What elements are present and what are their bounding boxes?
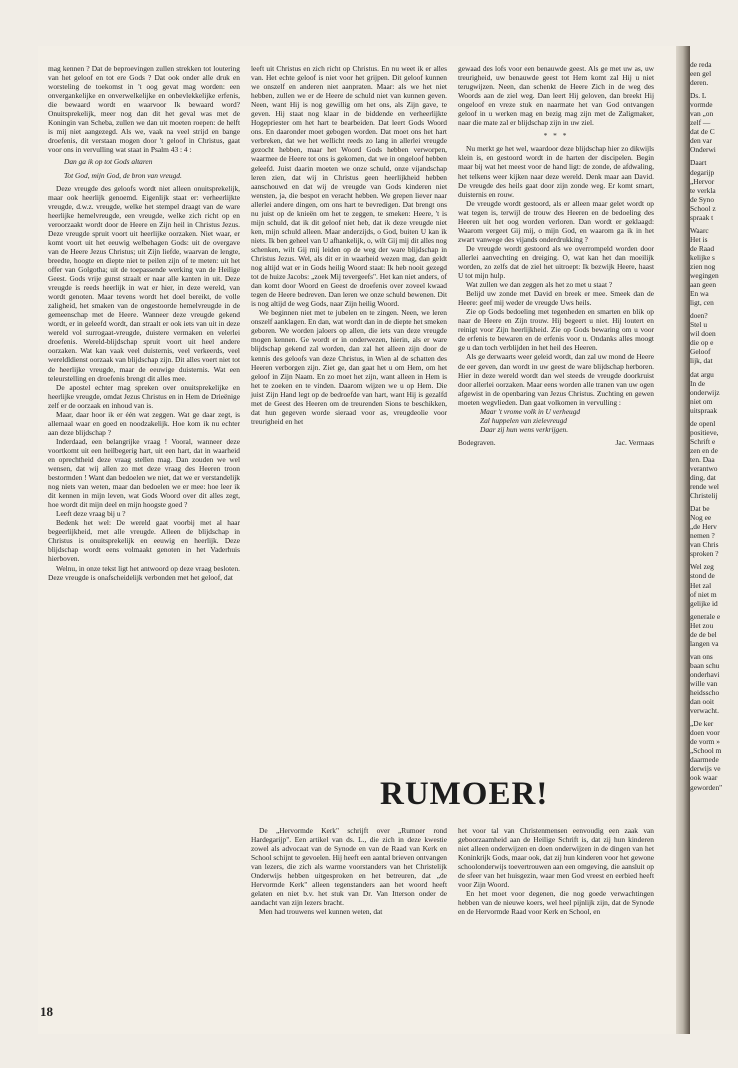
document-page [38, 46, 678, 1034]
next-page-line: Dat be [690, 504, 710, 514]
paragraph: gewaad des lofs voor een benauwde geest. Als ge met uw as, uw treurigheid, uw benauwde geest tot Hem komt zal Hij u niet terugwijzen. Neen, dan schenkt de Heere Zich in de weg des Woords aan de ziel weg. Dan leert Hij geloven, dan breekt Hij ongeloof en vreze stuk en naarmate het van God ontvangen geloof in u werken mag en bezig mag zijn met de Zaligmaker, naar die mate zal er blijdschap zijn in uw ziel. [458, 64, 654, 128]
next-page-line: rende wel [690, 482, 719, 492]
next-page-line: degarijp [690, 167, 715, 177]
next-page-line: baan schu [690, 660, 720, 670]
next-page-line: „Hervor [690, 176, 715, 186]
next-page-line: te verkla [690, 185, 716, 195]
next-page-line: die op e [690, 338, 714, 348]
next-page-line: onderhavi [690, 669, 720, 679]
paragraph: Welnu, in onze tekst ligt het antwoord op deze vraag besloten. Deze vreugde is onafscheidelijk verbonden met het geloof, dat [48, 563, 240, 582]
page-number: 18 [40, 1004, 53, 1019]
next-page-line: Wel zeg [690, 562, 714, 572]
next-page-line: wil doen [690, 329, 716, 339]
next-page-line: lijk, dat [690, 356, 713, 366]
next-page-line: verwacht. [690, 706, 719, 716]
next-page-line: „De ker [690, 719, 714, 729]
next-page-line: Christelij [690, 491, 718, 501]
next-page-line: Het is [690, 234, 708, 244]
next-page-line: de reda [690, 60, 712, 69]
paragraph: De „Hervormde Kerk" schrijft over „Rumoer rond Hardegarijp". Een artikel van ds. L., die zich in deze kwestie zowel als advocaat van de Synode en van de Raad van Kerk en School schijnt te gevoelen. Hij heeft een aantal brieven ontvangen van lezers, die zich als warme voorstanders van het Christelijk Onderwijs hebben uitgesproken en het betreuren, dat „de Hervormde Kerk" alleen tegenstanders aan het woord heeft gelaten en niet b.v. het stuk van Dr. Van Itterson onder de aandacht van zijn lezers bracht. [251, 826, 447, 908]
text-column-2 [251, 64, 447, 426]
paragraph: Bedenk het wel: De wereld gaat voorbij met al haar begeerlijkheid, met alle vreugde. Alleen de blijdschap in Christus is onuitsprekelijk en eeuwig en heerlijk. Deze blijdschap wordt eens volmaakt genoten in het Vaderhuis hierboven. [48, 518, 240, 564]
next-page-line: de vorm » [690, 737, 720, 747]
next-page-line: verantwo [690, 463, 718, 473]
next-page-line: geworden" [690, 782, 723, 792]
signature-line [458, 438, 654, 447]
next-page-line: generale e [690, 611, 721, 621]
next-page-line: stond de [690, 571, 715, 581]
next-page-line: „School m [690, 746, 722, 756]
next-page-line: Onderwi [690, 145, 716, 155]
next-page-line: wegingen [690, 271, 719, 281]
next-page-line: spraak t [690, 212, 714, 222]
next-page-line: Het zou [690, 620, 714, 630]
paragraph: Inderdaad, een belangrijke vraag ! Vooral, wanneer deze voortkomt uit een heilbegerig hart, uit een hart, dat in waarheid en oprechtheid deze vraag stellen mag. Dan zouden we wel wensen, dat wij allen zo met deze vraag des Heeren troon bestormden ! Want dan bedoelen we niet, dat we er verstandelijk nog niets van weten, maar dan bedoelen we er mee: hoe leer ik dit kennen in mijn leven, wat Gods Woord over dit alles zegt, hoe wordt dit mijn deel en mijn hoogste goed ? [48, 436, 240, 510]
paragraph: Deze vreugde des geloofs wordt niet alleen onuitsprekelijk, maar ook heerlijk genoemd. Eigenlijk staat er: verheerlijkte vreugde, d.w.z. vreugde, welke het stempel draagt van de ware heerlijke hemelvreugde, een vreugde, welke zich richt op en veroorzaakt wordt door de Heere en Zijn heil in Christus Jezus. Deze vreugde spruit voort uit heerlijke oorzaken. Niet waar, er komt voort uit het eeuwig welbehagen Gods: uit de overgave van de Heere Jezus Christus; uit Zijn liefde, waarvan de lengte, breedte, hoogte en diepte niet te peilen zijn of te meten: uit het offer van Golgotha; uit de toepassende werking van de Heilige Geest. Gods vrije gunst straalt er naar alle kanten in uit. Deze vreugde is reeds heerlijk in wat er hier, in deze wereld, van wordt genoten. Maar tevens wordt het doel bereikt, de volle zaligheid, het smaken van de ongestoorde hemelvreugde in de gemeenschap met de Heere. Wanneer deze vreugde gekend wordt, er in geleefd wordt, dan straalt er ook iets van uit in deze wereld vol surrogaat-vreugde, duistere vermaken en velerlei droefenis. Wereld-blijdschap spruit voort uit heel andere oorzaken. Wat kan vaak veel duisternis, veel verkeerds, veel wereldldienst oorzaak van blijdschap zijn. Dit alles voert niet tot de heerlijke vreugde, maar de eeuwige duisternis. Wat een teleurstelling en droefenis brengt dit alles mee. [48, 183, 240, 383]
psalm-quote-line: Tot God, mijn God, de bron van vreugd. [64, 170, 182, 180]
text-column-1 [48, 64, 240, 582]
next-page-line: gelijke id [690, 598, 718, 608]
next-page-line: ook waar [690, 773, 718, 783]
rumoer-column-left [251, 826, 447, 916]
next-page-line: „de Herv [690, 522, 717, 532]
next-page-line: doen voor [690, 728, 720, 738]
next-page-fragment [690, 60, 738, 1030]
next-page-line: de Syno [690, 194, 715, 204]
next-page-line: wille van [690, 679, 718, 688]
next-page-line: dat argu [690, 369, 714, 379]
paragraph: Maar, daar hoor ik er één wat zeggen. Wat ge daar zegt, is allemaal waar en goed en noodzakelijk. Hoe kom ik nu echter aan deze blijdschap ? [48, 409, 240, 437]
paragraph: Als ge derwaarts weer geleid wordt, dan zal uw mond de Heere de eer geven, dan wordt in uw geest de ware blijdschap herboren. Hier in deze wereld wordt dan wel steeds de vreugde doorkruist door allerlei oorzaken. Maar eens worden alle tranen van uw ogen afgewist in de openbaring van Jezus Christus. Zuchting en gewen moeten wegvlieden. Dan gaat volkomen in vervulling : [458, 352, 654, 407]
section-heading: RUMOER! [380, 776, 549, 812]
next-page-line: En wa [690, 289, 709, 299]
paragraph: We beginnen niet met te jubelen en te zingen. Neen, we leren onszelf aanklagen. En dan, wat wordt dan in de diepte het smeken geboren. We worden jaloers op allen, die iets van deze vreugde mogen kennen. Ge wordt er in onderwezen, hierin, als er ware blijdschap gekend zal worden, dan zal het alleen zijn door de kennis des geloofs van deze Christus, in Wien al de schatten des Heeren verborgen zijn. Ziet ge, dan gaat het u om Hem, om het geloof in Zijn Naam. En zo moet het zijn, want alleen in Hem is het te zoeken en te vinden. Daarom wijzen we u op Hem. Die juist Zijn Hand legt op de bedroefde van hart, want Hij is gezalfd met de Geest des Heeren om de treurenden Sions te beschikken, dat hun gegeven worde sieraad voor as, vreugdeolie voor treurigheid en het [251, 308, 447, 426]
next-page-line: nemen ? [690, 531, 715, 541]
next-page-line: kelijke s [690, 252, 715, 262]
next-page-line: onderwijz [690, 387, 720, 397]
poem-line: Daar zij hun wens verkrijgen. [480, 424, 569, 434]
paragraph: De vreugde wordt gestoord als we overrompeld worden door allerlei aanvechting en dreiging. O, wat kan het dan moeilijk worden, zo zelfs dat de ziel het uitroept: Ik bezwijk Heere, haast U tot mijn hulp. [458, 243, 654, 281]
next-page-line: Geloof [690, 347, 711, 357]
next-page-line: ligt, cen [690, 298, 714, 308]
next-page-line: Schrift e [690, 436, 716, 446]
paragraph: Nu merkt ge het wel, waardoor deze blijdschap hier zo dikwijls klein is, en gestoord wordt in de harten der discipelen. Begin maar bij wat het meest voor de hand ligt: de zonde, de afdwaling, het telkens weer kijken naar deze wereld. Denk maar aan David. De vreugde des heils gaat door zijn zonde weg. Er komt smart, duisternis en rouw. [458, 144, 654, 199]
next-page-line: de Raad [690, 243, 715, 253]
next-page-line: een gel [690, 69, 712, 79]
paragraph: De vreugde wordt gestoord, als er alleen maar gelet wordt op wat tegen is, terwijl de trouw des Heeren en de bedoeling des Heeren uit het oog worden verloren. Dan wordt er geklaagd: Waarom vergeet Gij mij, o mijn God, en waarom ga ik in het zwart vanwege des vijands onderdrukking ? [458, 198, 654, 244]
next-page-line: In de [690, 378, 705, 388]
poem-line: Zal huppelen van zielevreugd [480, 415, 567, 425]
next-page-line: dat de C [690, 127, 715, 137]
next-page-line: daarmede [690, 755, 719, 765]
next-page-line: Stel u [690, 320, 708, 330]
next-page-line: Het zal [690, 580, 712, 590]
text-column-3 [458, 64, 654, 447]
next-page-line: van „on [690, 109, 714, 119]
paragraph: En het moet voor degenen, die nog goede verwachtingen hebben van de nieuwe koers, wel heel pijnlijk zijn, dat de Synode en de Hervormde Raad voor Kerk en School, en [458, 889, 654, 917]
next-page-line: sproken ? [690, 549, 719, 559]
next-page-line: doen? [690, 311, 708, 321]
next-page-line: van Chris [690, 540, 719, 550]
paragraph: De apostel echter mag spreken over onuitsprekelijke en heerlijke vreugde, omdat Jezus Christus en in Hem de Drieënige zelf er de oorzaak en inhoud van is. [48, 382, 240, 410]
next-page-line: de de bel [690, 629, 717, 639]
next-page-line: zen en de [690, 445, 718, 455]
next-page-line: ding, dat [690, 473, 716, 483]
next-page-line: vormde [690, 100, 713, 110]
next-page-line: zien nog [690, 261, 716, 271]
paragraph: Wat zullen we dan zeggen als het zo met u staat ? [466, 280, 613, 290]
next-page-line: van ons [690, 651, 713, 661]
book-spine-fold [676, 46, 690, 1034]
next-page-line: Nog ee [690, 513, 712, 523]
poem-line: Maar 't vrome volk in U verheugd [480, 406, 581, 416]
next-page-line: positieve, [690, 427, 719, 437]
next-page-line: School z [690, 203, 716, 213]
next-page-line: aan geen [690, 280, 717, 290]
paragraph: leeft uit Christus en zich richt op Christus. En nu weet ik er alles van. Het echte geloof is niet voor het grijpen. Dit geloof kunnen we onszelf en anderen niet aanpraten. Maar: als we het niet hebben, zullen we er de Heere de schuld niet van kunnen geven. Neen, want Hij is nog gewillig om het ons, als Zijn gave, te geven. Hij staat nog klaar in de biddende en verheerlijkte Hogepriester om het hart te bearbeiden. Dat leert Gods Woord ons. En daaronder moet gebogen worden. Dat moet ons het hart verbreken, dat we het wellicht reeds zo lang in allerlei vreugde gezocht hebben, maar het Woord Gods hebben verworpen, waarmee de Heere tot ons is gekomen, dat we in ongeloof hebben geleefd. Juist daarin moeten we onze schuld, onze vijandschap leren zien, dat wij in Christus geen heerlijkheid hebben aanschouwd en dat wij de vreugde van Gods kinderen niet wensten, ja, die bespot en veracht hebben. We grepen liever naar allerlei andere dingen, om ons hart te bevredigen. Dat brengt ons nu juist op de knieën om het te zeggen, te smeken: Heere, 't is mijn schuld, dat ik dit geloof niet heb, dat ik deze vreugde niet ken, mijn schuld alleen. Maar anderzijds, o God, buiten U kan ik niets. Ik ben geheel van U afhankelijk, o, wilt Gij mij dit alles nog schenken, wilt Gij mij leiden op de weg der ware blijdschap in Christus Jezus. Wel, als dit er in waarheid wezen mag, dan geldt nog altijd wat er in Gods heilig Woord staat: Ik heb nooit gezegd tot de huize Jacobs: „zoek Mij tevergeefs". Het kan niet anders, of dan komt door Woord en Geest de droefenis over zoveel kwaad tegen de Heere bedreven. Dan leren we onze schuld bewenen. Dit is nog altijd de weg Gods, naar Zijn heilig Woord. [251, 64, 447, 309]
next-page-line: niet om [690, 396, 713, 406]
next-page-line: ten. Daa [690, 454, 715, 464]
next-page-line: derwijs ve [690, 764, 721, 774]
signature-author: Jac. Vermaas [615, 437, 654, 447]
rumoer-column-right [458, 826, 654, 916]
next-page-line: den var [690, 136, 712, 146]
next-page-line: deren. [690, 78, 709, 88]
next-page-line: Waarc [690, 225, 709, 235]
paragraph: Belijd uw zonde met David en breek er mee. Smeek dan de Heere: geef mij weder de vreugde Uws heils. [458, 289, 654, 308]
psalm-quote-line: Dan ga ik op tot Gods altaren [64, 157, 153, 167]
paragraph: Zie op Gods bedoeling met tegenheden en smarten en blik op naar de Heere en Zijn trouw. Hij begeert u niet. Hij loutert en reinigt voor Zijn heerlijkheid. Zie op Gods bewaring om u voor de erfenis te bewaren en de erfenis voor u. Ondanks alles moogt ge u dan toch verblijden in het heil des Heeren. [458, 307, 654, 353]
section-divider-stars: * * * [543, 131, 569, 141]
next-page-line: uitspraak [690, 405, 718, 415]
paragraph: Leeft deze vraag bij u ? [56, 509, 126, 519]
signature-place: Bodegraven. [458, 437, 496, 447]
next-page-line: Ds. L [690, 91, 707, 101]
next-page-line: of niet m [690, 589, 717, 599]
next-page-line: Daart [690, 158, 707, 168]
next-page-line: de openl [690, 418, 716, 428]
paragraph: Men had trouwens wel kunnen weten, dat [259, 907, 383, 917]
paragraph: mag kennen ? Dat de beproevingen zullen strekken tot loutering van het geloof en tot ere Gods ? Dat ook onder alle druk en worsteling de toekomst in 't oog gevat mag worden: een onvergankelijke en onverwelkelijke en onbevlekkelijke erfenis, die bewaard wordt en waarvoor Ik bewaard word? Onuitsprekelijk, meer nog dan dit het geval was met de Koningin van Scheba, zullen we dan uit moeten roepen: de helft is mij niet aangezegd. Als we, vaak na veel strijd en bange droefenis, dit verstaan mogen door 't geloof in Christus, gaat voor ons in vervulling wat staat in Psalm 43 : 4 : [48, 64, 240, 155]
paragraph: het voor tal van Christenmensen eenvoudig een zaak van geboorzaamheid aan de Heilige Schrift is, dat zij hun kinderen niet alleen onderwijzen en doen onderwijzen in de dingen van het Koninkrijk Gods, maar ook, dat zij hun kinderen voor het gewone schoolonderwijs toevertrouwen aan een omgeving, die aansluit op de sfeer van het huisgezin, waar men God vreest en eerbied heeft voor Zijn Woord. [458, 826, 654, 890]
next-page-line: heidsscho [690, 688, 720, 698]
next-page-line: dan ooit [690, 697, 715, 707]
next-page-line: langen va [690, 638, 719, 648]
next-page-line: zelf — [690, 118, 711, 128]
